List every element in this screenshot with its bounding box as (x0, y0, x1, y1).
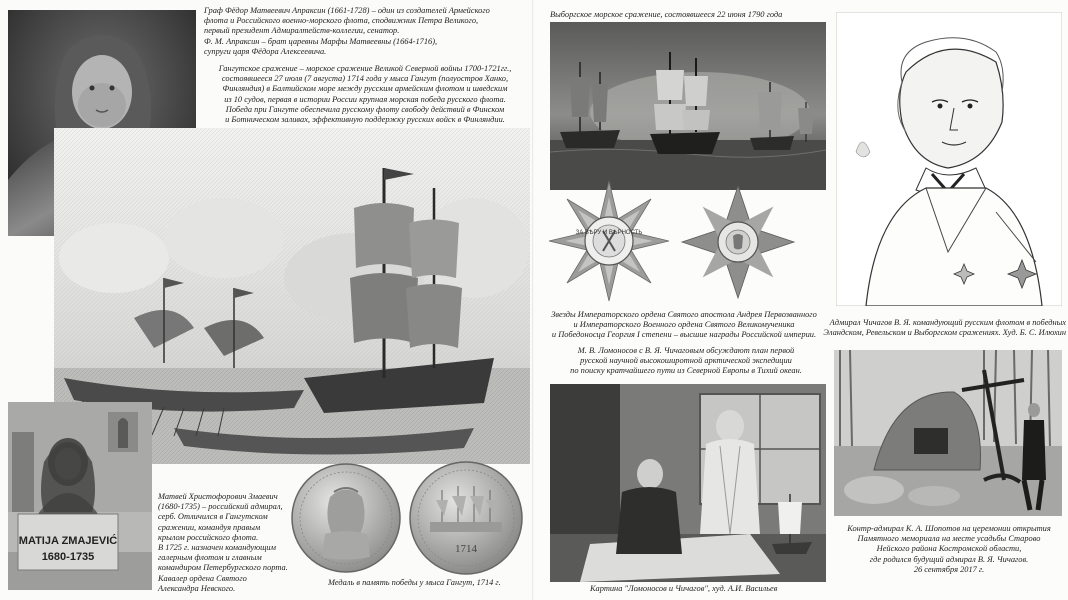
gangut-caption-line: состоявшееся 27 июля (7 августа) 1714 года у мыса Гангут (полуостров Ханко, (221, 74, 509, 84)
orders-caption-line: Звезды Императорского ордена Святого апостола Андрея Первозванного (551, 310, 817, 319)
apraksin-caption-line: Ф. М. Апраксин – брат царевны Марфы Матвеевны (1664-1716), (204, 36, 438, 46)
lomonosov-chichagov-painting (550, 384, 826, 582)
shopotov-caption-line: 26 сентября 2017 г. (913, 564, 985, 574)
gangut-caption (198, 64, 532, 125)
apraksin-caption-line: супруги царя Фёдора Алексеевича. (204, 46, 327, 56)
orders-caption (546, 310, 822, 341)
chichagov-caption-line: Эландском, Ревельском и Выборгском сражениях. Худ. Б. С. Илюхин (823, 328, 1066, 338)
zmaevich-caption-line: командиром Петербургского порта. (158, 563, 288, 573)
zmaevich-caption-line: Кавалер ордена Святого (158, 573, 247, 583)
apraksin-caption-line: Граф Фёдор Матвеевич Апраксин (1661-1728) – один из создателей Армейского (204, 6, 490, 15)
monument-name: MATIJA ZMAJEVIĆ (18, 535, 118, 547)
zmaevich-caption-line: Матвей Христофорович Змаевич (158, 492, 278, 501)
vyborg-caption: Выборгское морское сражение, состоявшееся 22 июня 1790 года (550, 10, 783, 19)
memorial-ceremony-photo (834, 350, 1062, 516)
chichagov-caption (814, 318, 1066, 338)
shopotov-caption (834, 524, 1064, 575)
gangut-caption-line: из 10 судов, первая в истории России крупная морская победа русского флота. (224, 94, 506, 104)
lomonosov-caption-line: М. В. Ломоносов с В. Я. Чичаговым обсуждают план первой (577, 346, 795, 355)
lomonosov-caption-line: русской научной высокоширотной арктической экспедиции (580, 356, 792, 366)
apraksin-caption-line: флота и Российского военно-морского флота, сподвижник Петра Великого, (204, 16, 479, 26)
gangut-caption-line: Гангутское сражение – морское сражение Великой Северной войны 1700-1721гг., (218, 64, 512, 73)
gangut-caption-line: Финляндия) в Балтийском море между русским армейским флотом и шведским (222, 84, 508, 94)
zmaevich-caption-line: галерным флотом и главным (158, 553, 262, 563)
medal-caption: Медаль в память победы у мыса Гангут, 1714 г. (328, 578, 501, 587)
chichagov-portrait-drawing (836, 12, 1062, 306)
shopotov-caption-line: Нейского района Костромской области, (876, 544, 1022, 554)
painting-caption: Картина "Ломоносов и Чичагов", худ. А.И. Васильев (590, 584, 778, 593)
orders-caption-line: и Императорского Военного ордена Святого Великомученика (573, 320, 795, 330)
shopotov-caption-line: Памятного мемориала на месте усадьбы Старово (857, 534, 1041, 544)
medal-obverse (290, 462, 402, 574)
zmaevich-caption-line: (1680-1735) – российский адмирал, (158, 502, 283, 512)
monument-years: 1680-1735 (41, 551, 95, 563)
medal-year: 1714 (455, 543, 477, 555)
zmaevich-caption-line: серб. Отличился в Гангутском (158, 512, 268, 522)
zmaevich-caption-line: крылом российского флота. (158, 532, 259, 542)
apraksin-caption (204, 6, 530, 57)
zmaevich-monument-photo (8, 402, 152, 590)
zmaevich-caption (158, 492, 298, 594)
gangut-caption-line: Победа при Гангуте обеспечила русскому флоту свободу действий в Финском (225, 104, 505, 114)
zmaevich-caption-line: сражении, командуя правым (158, 522, 261, 532)
medal-reverse (408, 460, 524, 576)
zmaevich-caption-line: В 1725 г. назначен командующим (158, 543, 276, 553)
chichagov-caption-line: Адмирал Чичагов В. Я. командующий русским флотом в победных (829, 318, 1066, 327)
gangut-caption-line: и Ботническом заливах, эффективную поддержку русских войск в Финляндии. (225, 115, 505, 125)
apraksin-caption-line: первый президент Адмиралтейств-коллегии, сенатор. (204, 26, 400, 36)
shopotov-caption-line: Контр-адмирал К. А. Шопотов на церемонии открытия (847, 524, 1051, 533)
zmaevich-caption-line: Александра Невского. (158, 583, 236, 593)
vyborg-battle-painting (550, 22, 826, 190)
lomonosov-caption (546, 346, 826, 377)
order-st-george-star (680, 184, 796, 300)
shopotov-caption-line: где родился будущий адмирал В. Я. Чичагов. (869, 554, 1029, 564)
orders-caption-line: и Победоносца Георгия I степени – высшие награды Российской империи. (551, 330, 817, 340)
right-page (534, 0, 1068, 600)
order-motto: ЗА ВѢРУ И ВѢРНОСТЬ (575, 230, 643, 236)
order-st-andrew-star (546, 178, 672, 304)
lomonosov-caption-line: по поиску кратчайшего пути из Северной Европы в Тихий океан. (570, 366, 802, 376)
